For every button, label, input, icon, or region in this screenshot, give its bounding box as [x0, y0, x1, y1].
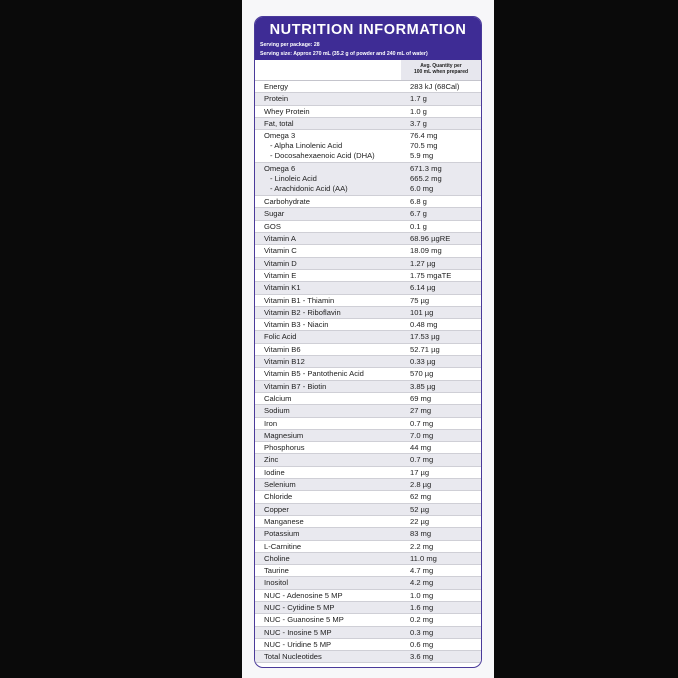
nutrient-value: 4.2 mg: [410, 578, 434, 588]
nutrient-name-cell: [255, 345, 401, 355]
nutrient-value-cell: [401, 164, 481, 194]
nutrient-row: [255, 565, 481, 577]
nutrient-name-cell: [255, 357, 401, 367]
column-header-line-2: 100 mL when prepared: [413, 69, 469, 75]
nutrient-name-cell: [255, 308, 401, 318]
nutrient-name: Sodium: [264, 406, 290, 416]
nutrient-value-cell: [401, 197, 481, 207]
nutrient-row: [255, 130, 481, 163]
nutrient-name: NUC - Guanosine 5 MP: [264, 615, 344, 625]
nutrient-value: 0.7 mg: [410, 418, 434, 428]
nutrient-name: NUC - Adenosine 5 MP: [264, 590, 343, 600]
nutrient-name: Vitamin E: [264, 270, 297, 280]
nutrient-name-cell: [255, 628, 401, 638]
nutrient-value: 1.0 mg: [410, 590, 434, 600]
nutrient-name: Protein: [264, 94, 289, 104]
nutrient-value: 0.6 mg: [410, 639, 434, 649]
nutrient-name: Energy: [264, 82, 289, 91]
nutrient-name: NUC - Cytidine 5 MP: [264, 602, 335, 612]
nutrition-panel: [254, 16, 482, 668]
nutrient-row: [255, 454, 481, 466]
column-header: [255, 60, 481, 81]
nutrient-value-cell: [401, 603, 481, 613]
nutrient-name-cell: [255, 209, 401, 219]
nutrient-value: 665.2 mg: [410, 174, 442, 184]
nutrient-value-cell: [401, 505, 481, 515]
nutrient-value-cell: [401, 131, 481, 161]
nutrient-name: Vitamin C: [264, 246, 297, 256]
nutrient-name: Iodine: [264, 467, 285, 477]
nutrient-name: Vitamin B2 - Riboflavin: [264, 307, 341, 317]
nutrient-name-cell: [255, 394, 401, 404]
serving-size: Serving size: Approx 270 mL (35.2 g of powder and 240 mL of water): [260, 51, 428, 58]
nutrient-value: 2.8 µg: [410, 480, 432, 490]
nutrient-value-cell: [401, 332, 481, 342]
nutrient-name: Carbohydrate: [264, 197, 311, 207]
nutrient-value-cell: [401, 615, 481, 625]
nutrient-name: Zinc: [264, 455, 279, 465]
nutrient-name-cell: [255, 542, 401, 552]
nutrient-value: 1.6 mg: [410, 602, 434, 612]
column-header-line-1: Avg. Quantity per: [420, 63, 462, 69]
nutrient-row: [255, 405, 481, 417]
nutrient-row: [255, 93, 481, 105]
nutrient-value: 0.48 mg: [410, 320, 438, 330]
nutrient-name-cell: [255, 259, 401, 269]
nutrient-value: 68.96 µgRE: [410, 234, 451, 244]
nutrient-value: 6.7 g: [410, 209, 427, 219]
nutrient-row: [255, 118, 481, 130]
nutrient-row: [255, 295, 481, 307]
nutrient-name-cell: [255, 431, 401, 441]
nutrient-name-cell: [255, 107, 401, 117]
nutrient-value: 1.7 g: [410, 94, 427, 104]
nutrient-value-cell: [401, 517, 481, 527]
nutrient-value: 6.0 mg: [410, 184, 434, 194]
nutrient-value-cell: [401, 345, 481, 355]
nutrient-value-cell: [401, 394, 481, 404]
nutrient-name: Whey Protein: [264, 106, 310, 116]
nutrient-row: [255, 331, 481, 343]
nutrient-name-cell: [255, 517, 401, 527]
nutrient-name-cell: [255, 468, 401, 478]
nutrient-row: [255, 528, 481, 540]
nutrient-value-cell: [401, 406, 481, 416]
nutrient-value: 1.27 µg: [410, 258, 436, 268]
nutrient-value-cell: [401, 529, 481, 539]
panel-header: [255, 17, 481, 60]
nutrient-value-cell: [401, 431, 481, 441]
nutrient-name-cell: [255, 164, 401, 194]
nutrient-row: [255, 627, 481, 639]
nutrient-row: [255, 639, 481, 651]
nutrient-value-cell: [401, 369, 481, 379]
nutrient-name: Copper: [264, 504, 289, 514]
nutrient-value: 17 µg: [410, 467, 430, 477]
nutrient-value: 0.1 g: [410, 221, 427, 231]
nutrient-value-cell: [401, 628, 481, 638]
nutrient-value-cell: [401, 578, 481, 588]
nutrient-value-cell: [401, 652, 481, 662]
nutrient-row: [255, 233, 481, 245]
nutrient-value-cell: [401, 542, 481, 552]
nutrient-row: [255, 381, 481, 393]
nutrient-name-cell: [255, 566, 401, 576]
nutrient-name: Potassium: [264, 529, 300, 539]
nutrient-name: Chloride: [264, 492, 293, 502]
nutrient-name: - Arachidonic Acid (AA): [270, 184, 348, 194]
nutrient-name: Omega 6: [264, 164, 296, 174]
nutrient-name-cell: [255, 419, 401, 429]
nutrient-name: Folic Acid: [264, 332, 297, 342]
nutrient-name-cell: [255, 554, 401, 564]
nutrient-value: 44 mg: [410, 443, 432, 453]
nutrient-row: [255, 577, 481, 589]
nutrient-value-cell: [401, 259, 481, 269]
nutrient-value: 18.09 mg: [410, 246, 442, 256]
nutrient-name-cell: [255, 131, 401, 161]
nutrient-row: [255, 196, 481, 208]
nutrient-name: Choline: [264, 553, 290, 563]
nutrient-name: - Docosahexaenoic Acid (DHA): [270, 151, 375, 161]
nutrient-row: [255, 430, 481, 442]
nutrient-name: Sugar: [264, 209, 285, 219]
nutrient-row: [255, 553, 481, 565]
panel-title: NUTRITION INFORMATION: [269, 22, 467, 38]
nutrient-row: [255, 356, 481, 368]
nutrient-name-cell: [255, 246, 401, 256]
nutrient-row: [255, 81, 481, 93]
nutrient-value: 283 kJ (68Cal): [410, 82, 460, 91]
nutrient-name-cell: [255, 296, 401, 306]
nutrient-row: [255, 368, 481, 380]
nutrient-name-cell: [255, 320, 401, 330]
nutrient-value-cell: [401, 480, 481, 490]
nutrient-name-cell: [255, 640, 401, 650]
nutrient-value: 1.0 g: [410, 106, 427, 116]
nutrient-row: [255, 282, 481, 294]
nutrient-name-cell: [255, 406, 401, 416]
nutrient-value-cell: [401, 234, 481, 244]
nutrient-name-cell: [255, 234, 401, 244]
nutrient-value: 0.7 mg: [410, 455, 434, 465]
nutrient-value: 570 µg: [410, 369, 434, 379]
nutrient-value: 52.71 µg: [410, 344, 440, 354]
nutrient-value: 3.7 g: [410, 118, 427, 128]
nutrient-value-cell: [401, 209, 481, 219]
nutrient-value: 1.75 mgaTE: [410, 270, 452, 280]
nutrient-value-cell: [401, 468, 481, 478]
nutrient-value: 11.0 mg: [410, 553, 437, 563]
nutrient-name: Phosphorus: [264, 443, 305, 453]
nutrient-value-cell: [401, 82, 481, 92]
nutrient-value: 2.2 mg: [410, 541, 434, 551]
nutrient-value-cell: [401, 566, 481, 576]
nutrient-row: [255, 651, 481, 663]
nutrient-name-cell: [255, 382, 401, 392]
nutrient-row: [255, 418, 481, 430]
nutrient-value: 7.0 mg: [410, 430, 434, 440]
nutrient-name: NUC - Inosine 5 MP: [264, 627, 332, 637]
nutrient-name: Calcium: [264, 393, 292, 403]
nutrient-row: [255, 344, 481, 356]
nutrient-value-cell: [401, 640, 481, 650]
nutrient-name-cell: [255, 603, 401, 613]
nutrient-table: [255, 81, 481, 663]
nutrient-value-cell: [401, 308, 481, 318]
nutrient-name-cell: [255, 578, 401, 588]
nutrient-name-cell: [255, 505, 401, 515]
nutrient-value: 0.2 mg: [410, 615, 434, 625]
nutrient-name: Vitamin B1 - Thiamin: [264, 295, 335, 305]
nutrient-name: Omega 3: [264, 131, 296, 141]
nutrient-value-cell: [401, 382, 481, 392]
nutrient-value: 62 mg: [410, 492, 432, 502]
nutrient-name: Vitamin B6: [264, 344, 301, 354]
nutrient-row: [255, 221, 481, 233]
nutrient-value: 671.3 mg: [410, 164, 442, 174]
nutrient-value-cell: [401, 455, 481, 465]
nutrient-name-cell: [255, 652, 401, 662]
nutrient-name: Inositol: [264, 578, 289, 588]
nutrient-name-cell: [255, 492, 401, 502]
nutrient-row: [255, 245, 481, 257]
nutrient-value: 76.4 mg: [410, 131, 438, 141]
nutrient-name-cell: [255, 615, 401, 625]
nutrient-name-cell: [255, 94, 401, 104]
nutrient-name: - Linoleic Acid: [270, 174, 317, 184]
nutrient-name: Fat, total: [264, 118, 294, 128]
nutrient-name-cell: [255, 119, 401, 129]
serving-per-package: Serving per package: 28: [260, 42, 320, 48]
nutrient-name: Vitamin B5 - Pantothenic Acid: [264, 369, 364, 379]
nutrient-name: Vitamin B7 - Biotin: [264, 381, 327, 391]
nutrient-row: [255, 479, 481, 491]
nutrient-name-cell: [255, 283, 401, 293]
nutrient-value-cell: [401, 591, 481, 601]
nutrient-value: 4.7 mg: [410, 566, 434, 576]
nutrient-row: [255, 590, 481, 602]
nutrient-value-cell: [401, 119, 481, 129]
nutrient-name-cell: [255, 271, 401, 281]
nutrient-name-cell: [255, 369, 401, 379]
nutrient-name: - Alpha Linolenic Acid: [270, 141, 343, 151]
nutrient-row: [255, 106, 481, 118]
nutrient-name-cell: [255, 591, 401, 601]
nutrient-value: 69 mg: [410, 393, 432, 403]
nutrient-name: Vitamin K1: [264, 283, 301, 293]
nutrient-value: 75 µg: [410, 295, 430, 305]
nutrient-value: 22 µg: [410, 516, 430, 526]
nutrient-value-cell: [401, 271, 481, 281]
nutrient-name: Vitamin B3 - Niacin: [264, 320, 329, 330]
nutrient-name-cell: [255, 455, 401, 465]
nutrient-value: 5.9 mg: [410, 151, 434, 161]
nutrient-name-cell: [255, 332, 401, 342]
nutrient-value: 17.53 µg: [410, 332, 440, 342]
nutrient-name: NUC - Uridine 5 MP: [264, 639, 332, 649]
nutrient-row: [255, 516, 481, 528]
nutrient-name: Vitamin D: [264, 258, 297, 268]
nutrient-row: [255, 258, 481, 270]
nutrient-name: Vitamin A: [264, 234, 296, 244]
nutrient-name: Manganese: [264, 516, 304, 526]
nutrient-value: 52 µg: [410, 504, 430, 514]
nutrient-name: GOS: [264, 221, 281, 231]
column-header-quantity: [401, 60, 481, 80]
nutrient-value: 0.33 µg: [410, 357, 436, 367]
nutrient-value: 27 mg: [410, 406, 432, 416]
nutrient-name: Taurine: [264, 566, 289, 576]
nutrient-row: [255, 163, 481, 196]
nutrient-value-cell: [401, 357, 481, 367]
nutrient-row: [255, 467, 481, 479]
nutrient-value-cell: [401, 320, 481, 330]
nutrient-name-cell: [255, 82, 401, 92]
nutrient-value: 3.85 µg: [410, 381, 436, 391]
nutrient-value-cell: [401, 492, 481, 502]
nutrient-name: Total Nucleotides: [264, 652, 322, 662]
nutrient-name: Selenium: [264, 480, 296, 490]
nutrient-value-cell: [401, 222, 481, 232]
nutrient-row: [255, 504, 481, 516]
nutrient-name: Iron: [264, 418, 278, 428]
nutrient-value-cell: [401, 419, 481, 429]
nutrient-name-cell: [255, 443, 401, 453]
nutrient-name-cell: [255, 197, 401, 207]
nutrient-row: [255, 319, 481, 331]
nutrient-name: Vitamin B12: [264, 357, 305, 367]
nutrient-value: 3.6 mg: [410, 652, 434, 662]
nutrient-value-cell: [401, 94, 481, 104]
nutrient-value-cell: [401, 296, 481, 306]
nutrient-name: Magnesium: [264, 430, 304, 440]
nutrient-name: L-Carnitine: [264, 541, 302, 551]
nutrient-row: [255, 208, 481, 220]
nutrient-row: [255, 541, 481, 553]
nutrient-name-cell: [255, 222, 401, 232]
nutrient-value-cell: [401, 246, 481, 256]
nutrient-value: 6.14 µg: [410, 283, 436, 293]
nutrient-value: 83 mg: [410, 529, 432, 539]
nutrient-name-cell: [255, 480, 401, 490]
nutrient-value: 101 µg: [410, 307, 434, 317]
nutrient-value-cell: [401, 283, 481, 293]
nutrient-row: [255, 307, 481, 319]
nutrient-name-cell: [255, 529, 401, 539]
nutrient-value-cell: [401, 107, 481, 117]
nutrient-value: 6.8 g: [410, 197, 427, 207]
nutrient-value: 70.5 mg: [410, 141, 438, 151]
nutrient-row: [255, 491, 481, 503]
nutrient-value: 0.3 mg: [410, 627, 434, 637]
nutrient-value-cell: [401, 554, 481, 564]
nutrient-row: [255, 442, 481, 454]
nutrient-row: [255, 614, 481, 626]
nutrient-row: [255, 393, 481, 405]
column-header-blank: [255, 60, 401, 80]
nutrient-row: [255, 270, 481, 282]
nutrient-row: [255, 602, 481, 614]
nutrient-value-cell: [401, 443, 481, 453]
